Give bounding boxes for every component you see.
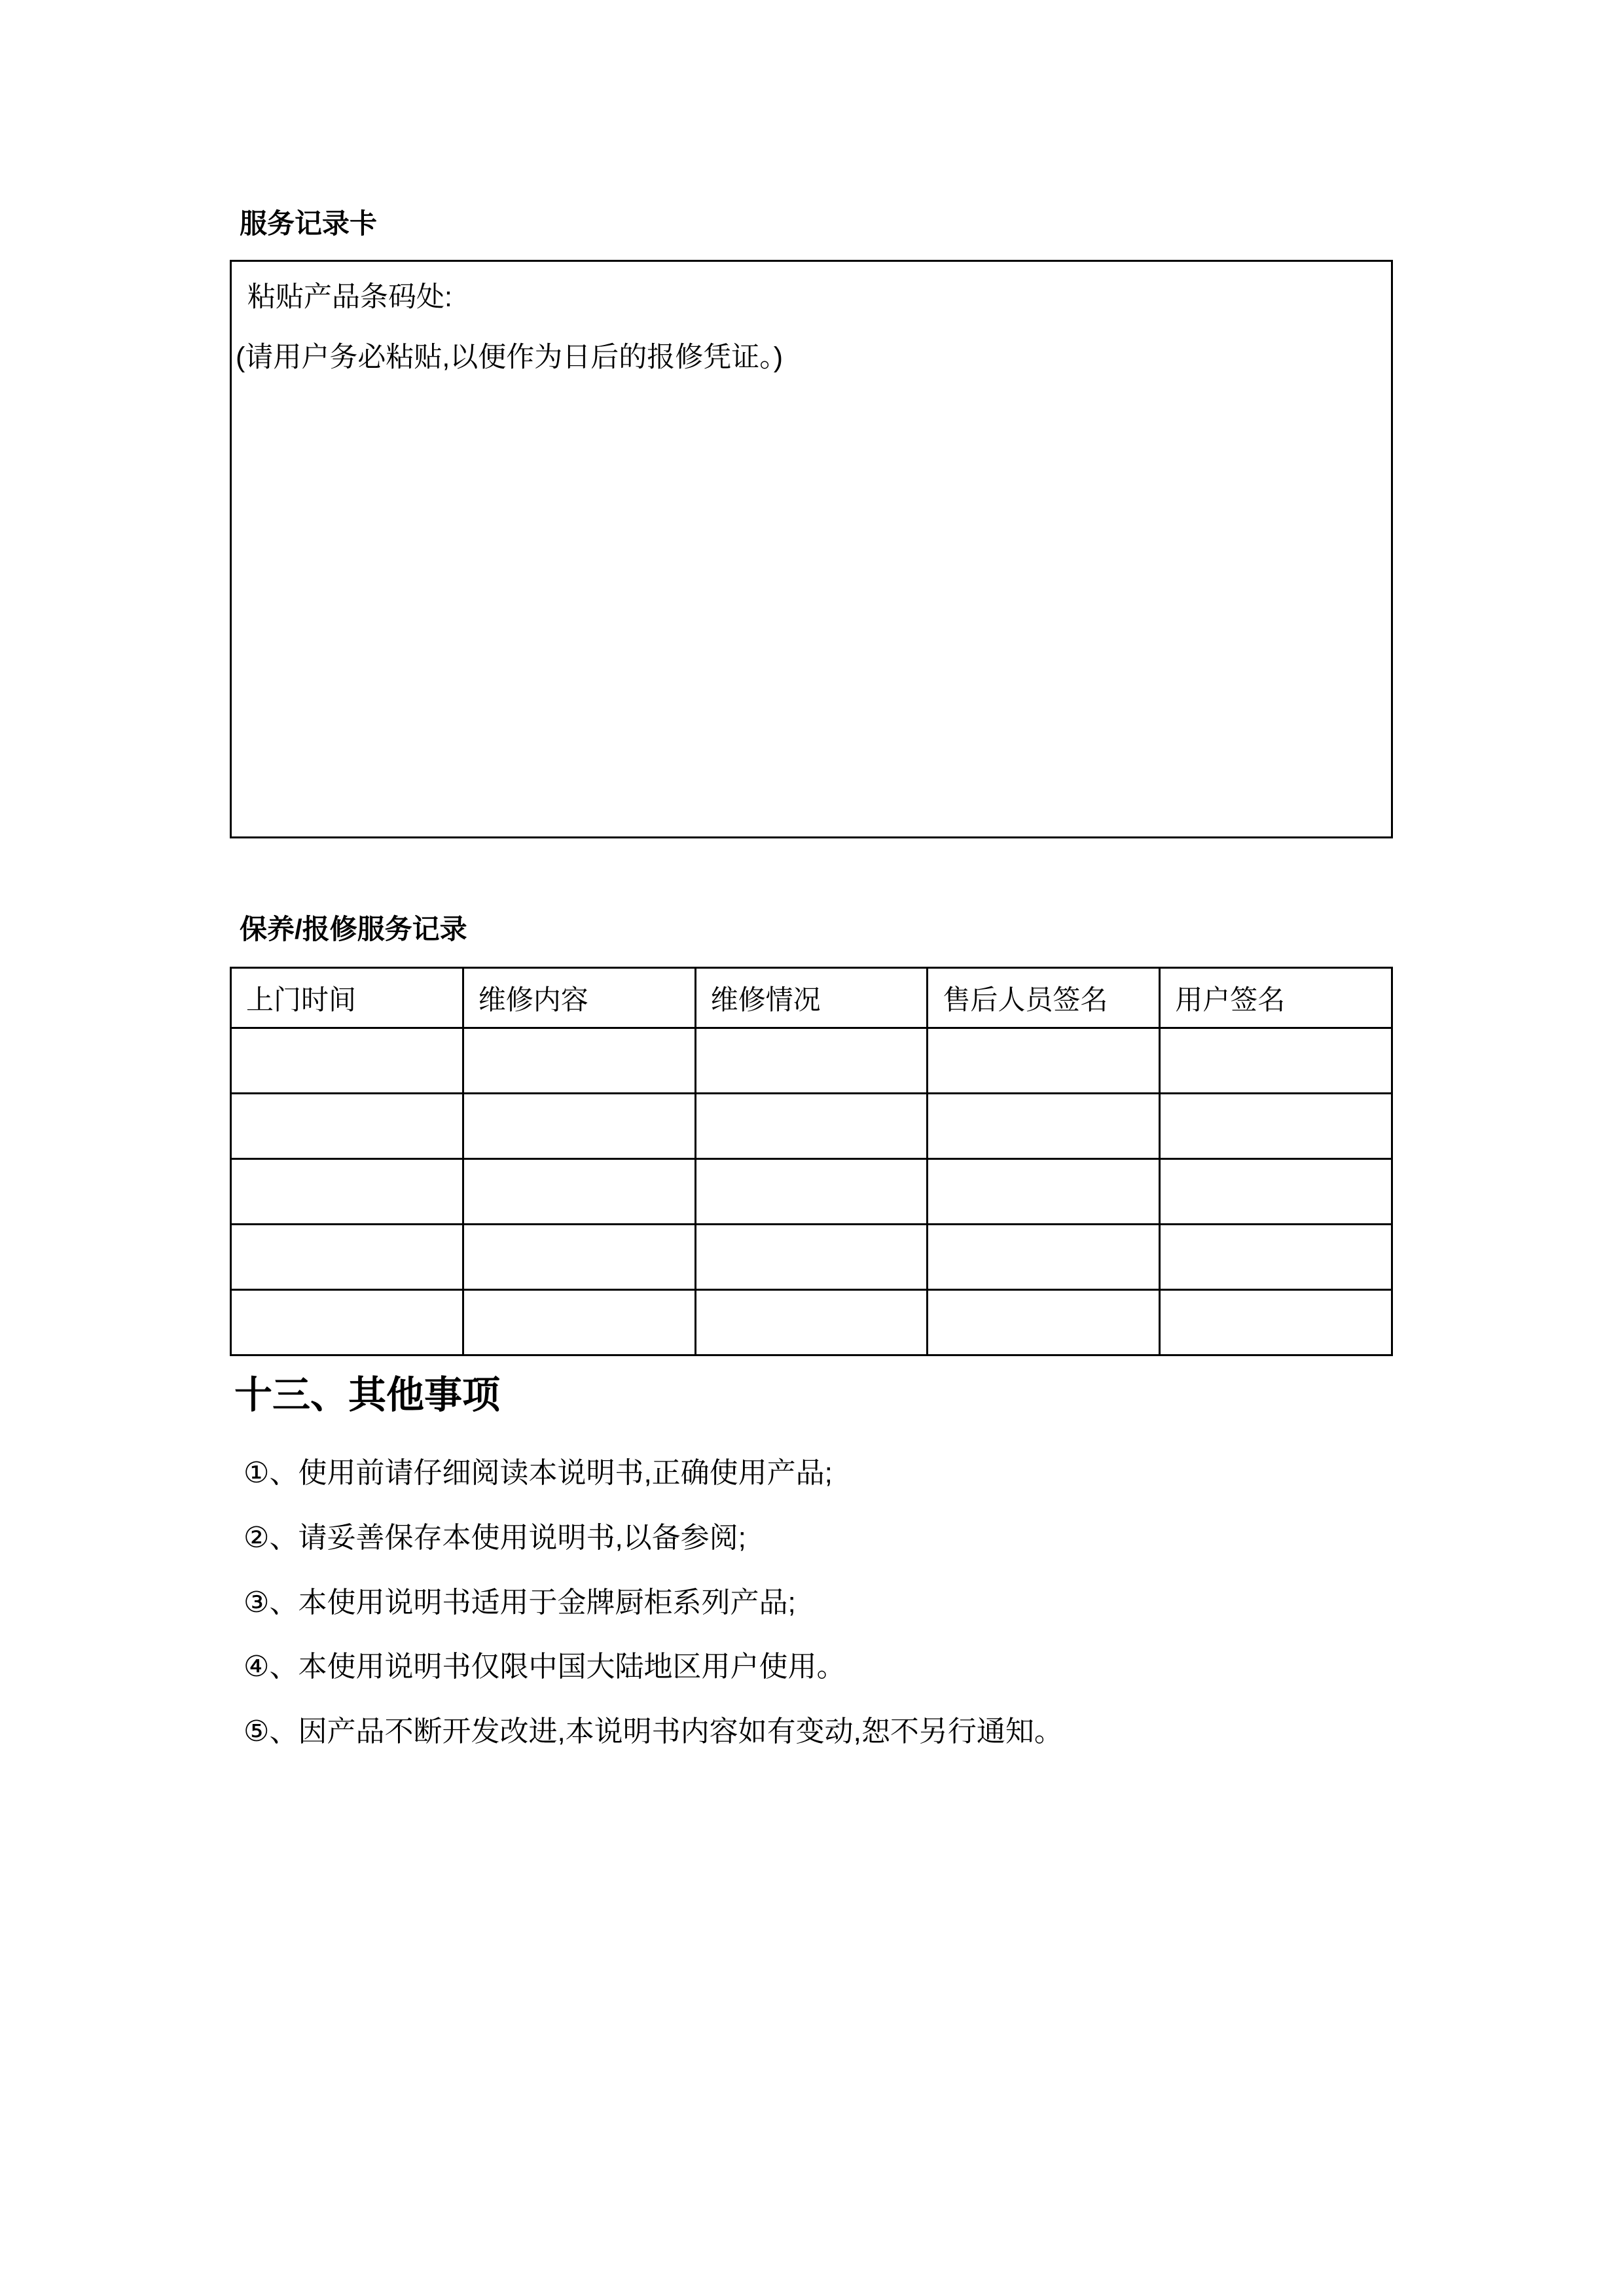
header-cell-visit-time: 上门时间	[231, 968, 463, 1028]
empty-cell	[231, 1028, 463, 1094]
empty-cell	[463, 1028, 695, 1094]
section-title-maintenance-record: 保养/报修服务记录	[240, 914, 467, 944]
section-heading-other-matters: 十三、其他事项	[234, 1374, 501, 1416]
header-cell-repair-status: 维修情况	[695, 968, 928, 1028]
empty-cell	[463, 1225, 695, 1290]
empty-cell	[695, 1225, 928, 1290]
empty-cell	[695, 1159, 928, 1225]
barcode-paste-box	[230, 260, 1393, 838]
section-title-service-record-card: 服务记录卡	[240, 208, 378, 239]
empty-cell	[928, 1028, 1160, 1094]
empty-cell	[928, 1225, 1160, 1290]
empty-cell	[695, 1028, 928, 1094]
list-item-2: ②、请妥善保存本使用说明书,以备参阅;	[244, 1522, 746, 1554]
header-cell-repair-content: 维修内容	[463, 968, 695, 1028]
empty-cell	[928, 1290, 1160, 1355]
table-row	[231, 1028, 1392, 1094]
empty-cell	[231, 1225, 463, 1290]
table-header-row	[231, 968, 1392, 1028]
list-item-4: ④、本使用说明书仅限中国大陆地区用户使用。	[244, 1651, 846, 1683]
table-row	[231, 1290, 1392, 1355]
empty-cell	[928, 1159, 1160, 1225]
table-row	[231, 1094, 1392, 1159]
list-item-5: ⑤、因产品不断开发改进,本说明书内容如有变动,恕不另行通知。	[244, 1715, 1063, 1748]
empty-cell	[231, 1094, 463, 1159]
empty-cell	[695, 1094, 928, 1159]
barcode-box-note: (请用户务必粘贴,以便作为日后的报修凭证。)	[236, 342, 784, 373]
list-item-1: ①、使用前请仔细阅读本说明书,正确使用产品;	[244, 1457, 833, 1489]
list-item-3: ③、本使用说明书适用于金牌厨柜系列产品;	[244, 1587, 796, 1619]
empty-cell	[231, 1290, 463, 1355]
empty-cell	[1160, 1225, 1392, 1290]
service-record-table	[230, 967, 1393, 1356]
empty-cell	[463, 1159, 695, 1225]
table-row	[231, 1225, 1392, 1290]
empty-cell	[1160, 1094, 1392, 1159]
barcode-box-label: 粘贴产品条码处:	[247, 281, 452, 313]
empty-cell	[1160, 1290, 1392, 1355]
empty-cell	[1160, 1159, 1392, 1225]
empty-cell	[231, 1159, 463, 1225]
empty-cell	[463, 1094, 695, 1159]
empty-cell	[463, 1290, 695, 1355]
table-row	[231, 1159, 1392, 1225]
empty-cell	[928, 1094, 1160, 1159]
empty-cell	[695, 1290, 928, 1355]
header-cell-staff-signature: 售后人员签名	[928, 968, 1160, 1028]
empty-cell	[1160, 1028, 1392, 1094]
header-cell-user-signature: 用户签名	[1160, 968, 1392, 1028]
